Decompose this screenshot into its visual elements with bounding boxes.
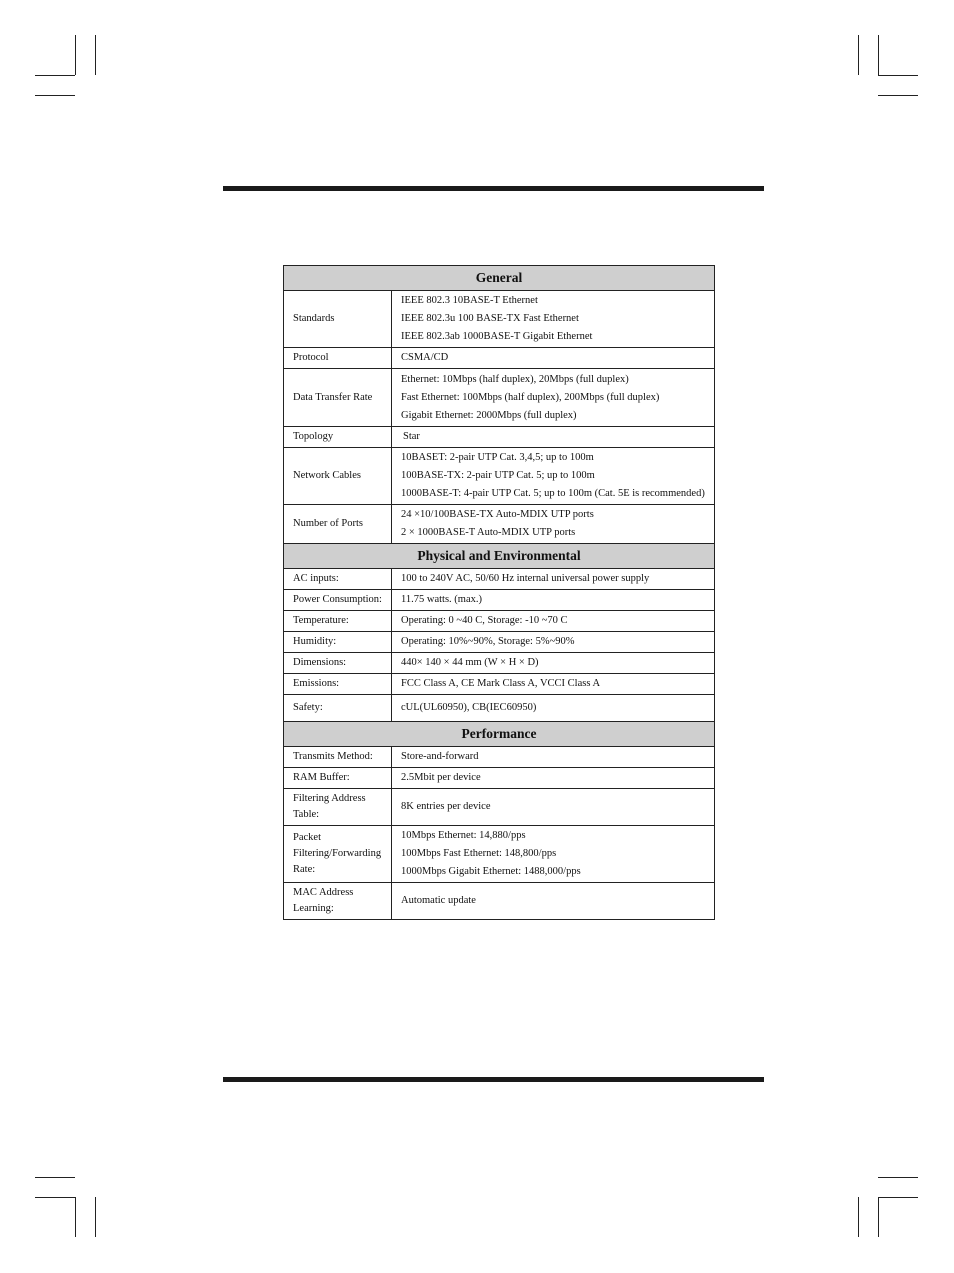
row-label: Topology [284, 427, 392, 448]
value-line: 100 to 240V AC, 50/60 Hz internal universal power supply [401, 573, 650, 584]
row-value [392, 611, 715, 632]
row-label: AC inputs: [284, 569, 392, 590]
table-row [284, 768, 715, 789]
value-line: CSMA/CD [401, 352, 449, 363]
row-value [392, 747, 715, 768]
row-value [392, 695, 715, 722]
value-line: IEEE 802.3 10BASE-T Ethernet [401, 295, 538, 306]
value-line: 24 ×10/100BASE-TX Auto-MDIX UTP ports [401, 509, 594, 520]
crop-mark [878, 75, 918, 76]
row-label: Network Cables [284, 448, 392, 505]
row-value [392, 590, 715, 611]
table-row [284, 747, 715, 768]
row-value [392, 569, 715, 590]
row-value [392, 291, 715, 348]
table-row [284, 291, 715, 348]
table-row [284, 611, 715, 632]
table-row [284, 632, 715, 653]
value-line: 10Mbps Ethernet: 14,880/pps [401, 830, 526, 841]
row-value [392, 448, 715, 505]
value-line: Star [403, 431, 420, 442]
table-row [284, 505, 715, 544]
crop-mark [75, 1197, 76, 1237]
row-label: Data Transfer Rate [284, 369, 392, 427]
table-row [284, 695, 715, 722]
specification-table [283, 265, 715, 920]
value-line: 1000Mbps Gigabit Ethernet: 1488,000/pps [401, 866, 581, 877]
row-value [392, 768, 715, 789]
value-line: Automatic update [401, 895, 476, 906]
table-row [284, 826, 715, 883]
section-header-row [284, 722, 715, 747]
crop-mark [878, 1197, 918, 1198]
section-title: Physical and Environmental [284, 544, 715, 569]
table-row [284, 883, 715, 920]
row-label: Dimensions: [284, 653, 392, 674]
row-value [392, 826, 715, 883]
value-line: FCC Class A, CE Mark Class A, VCCI Class A [401, 678, 601, 689]
crop-mark [35, 1177, 75, 1178]
value-line: Gigabit Ethernet: 2000Mbps (full duplex) [401, 409, 577, 421]
value-line: 10BASET: 2-pair UTP Cat. 3,4,5; up to 100m [401, 452, 594, 463]
row-label: RAM Buffer: [284, 768, 392, 789]
row-label: Filtering Address Table: [284, 789, 392, 826]
value-line: Fast Ethernet: 100Mbps (half duplex), 200Mbps (full duplex) [401, 391, 660, 403]
table-row [284, 369, 715, 427]
row-label: Emissions: [284, 674, 392, 695]
section-title: Performance [284, 722, 715, 747]
value-line: 100BASE-TX: 2-pair UTP Cat. 5; up to 100m [401, 470, 595, 481]
crop-mark [878, 1177, 918, 1178]
table-row [284, 569, 715, 590]
crop-mark [35, 95, 75, 96]
row-value [392, 505, 715, 544]
section-header-row [284, 266, 715, 291]
table-row [284, 348, 715, 369]
crop-mark [878, 95, 918, 96]
row-value [392, 427, 715, 448]
row-value [392, 674, 715, 695]
value-line: cUL(UL60950), CB(IEC60950) [401, 702, 537, 713]
value-line: 440× 140 × 44 mm (W × H × D) [401, 657, 539, 668]
row-value [392, 632, 715, 653]
value-line: Store-and-forward [401, 751, 479, 762]
value-line: Ethernet: 10Mbps (half duplex), 20Mbps (full duplex) [401, 373, 629, 385]
header-rule [223, 186, 764, 191]
crop-mark [858, 1197, 859, 1237]
row-label: Standards [284, 291, 392, 348]
row-value [392, 369, 715, 427]
value-line: IEEE 802.3ab 1000BASE-T Gigabit Ethernet [401, 331, 593, 342]
row-label: Temperature: [284, 611, 392, 632]
crop-mark [878, 1197, 879, 1237]
table-row [284, 653, 715, 674]
value-line: Operating: 10%~90%, Storage: 5%~90% [401, 636, 575, 647]
section-title: General [284, 266, 715, 291]
row-label: Safety: [284, 695, 392, 722]
crop-mark [858, 35, 859, 75]
crop-mark [878, 35, 879, 75]
value-line: 100Mbps Fast Ethernet: 148,800/pps [401, 848, 557, 859]
footer-rule [223, 1077, 764, 1082]
crop-mark [95, 1197, 96, 1237]
value-line: 8K entries per device [401, 801, 491, 812]
row-label: MAC Address Learning: [284, 883, 392, 920]
table-row [284, 674, 715, 695]
crop-mark [95, 35, 96, 75]
crop-mark [35, 1197, 75, 1198]
table-row [284, 448, 715, 505]
row-value [392, 348, 715, 369]
row-label: Transmits Method: [284, 747, 392, 768]
crop-mark [35, 75, 75, 76]
row-label: Humidity: [284, 632, 392, 653]
value-line: 1000BASE-T: 4-pair UTP Cat. 5; up to 100m (Cat. 5E is recommended) [401, 488, 705, 499]
section-header-row [284, 544, 715, 569]
row-value [392, 653, 715, 674]
value-line: 2 × 1000BASE-T Auto-MDIX UTP ports [401, 527, 576, 538]
value-line: IEEE 802.3u 100 BASE-TX Fast Ethernet [401, 313, 579, 324]
row-label: Number of Ports [284, 505, 392, 544]
table-row [284, 427, 715, 448]
row-label: Power Consumption: [284, 590, 392, 611]
table-row [284, 590, 715, 611]
row-label: Protocol [284, 348, 392, 369]
value-line: 2.5Mbit per device [401, 772, 481, 783]
value-line: 11.75 watts. (max.) [401, 594, 482, 605]
value-line: Operating: 0 ~40 C, Storage: -10 ~70 C [401, 615, 568, 626]
crop-mark [75, 35, 76, 75]
table-row [284, 789, 715, 826]
row-value [392, 883, 715, 920]
row-value [392, 789, 715, 826]
row-label: Packet Filtering/Forwarding Rate: [284, 826, 392, 883]
